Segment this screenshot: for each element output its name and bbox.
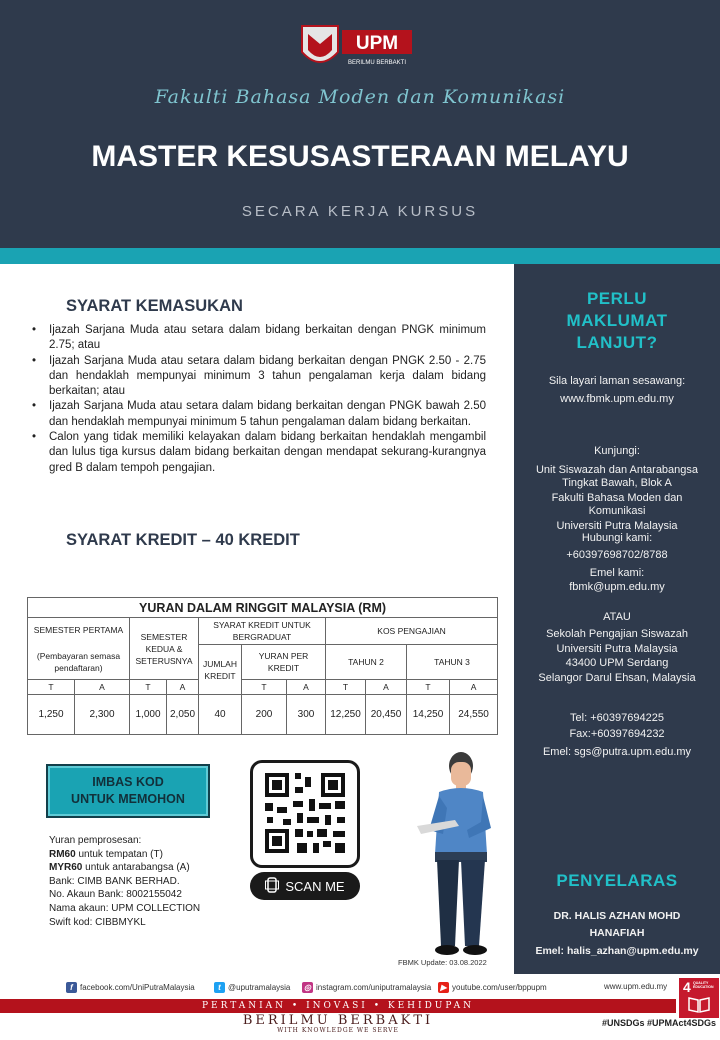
twitter-link[interactable]: t @uputramalaysia xyxy=(214,982,290,993)
list-item: • Ijazah Sarjana Muda atau setara dalam bidang berkaitan dengan PNGK bawah 2.50 dan hendaklah mempunyai minimum 5 tahun pengalaman dalam bidang berkaitan. xyxy=(32,400,486,428)
hashtags: #UNSDGs #UPMAct4SDGs xyxy=(601,1018,716,1028)
column-label: T xyxy=(326,680,366,695)
sgs-tel: Tel: +60397694225 xyxy=(570,712,664,724)
column-label: T xyxy=(407,680,450,695)
accent-band xyxy=(0,248,720,264)
youtube-icon: ▶ xyxy=(438,982,449,993)
column-label: T xyxy=(130,680,167,695)
fee-table xyxy=(27,597,498,735)
column-label: T xyxy=(242,680,287,695)
contact-sidebar xyxy=(514,264,720,974)
instagram-icon: ◎ xyxy=(302,982,313,993)
admission-list xyxy=(30,323,486,476)
column-label: A xyxy=(287,680,326,695)
bullet-icon: • xyxy=(32,354,37,367)
update-note: FBMK Update: 03.08.2022 xyxy=(398,958,487,967)
coordinator-email[interactable]: Emel: halis_azhan@upm.edu.my xyxy=(535,945,699,957)
page-title: MASTER KESUSASTERAAN MELAYU xyxy=(91,140,629,173)
facebook-link[interactable]: f facebook.com/UniPutraMalaysia xyxy=(66,982,195,993)
scan-me-button[interactable]: SCAN ME xyxy=(250,872,360,900)
table-cell: 14,250 xyxy=(407,695,450,735)
table-cell: 40 xyxy=(199,695,242,735)
list-item: • Ijazah Sarjana Muda atau setara dalam bidang berkaitan dengan PNGK 2.50 - 2.75 dan hendaklah mempunyai minimum 3 tahun pengalaman kerja dalam bidang berkaitan; atau xyxy=(32,354,486,398)
sgs-fax: Fax:+60397694232 xyxy=(569,728,665,740)
coordinator-heading: PENYELARAS xyxy=(556,871,678,890)
svg-text:BERILMU BERBAKTI: BERILMU BERBAKTI xyxy=(347,60,407,66)
credit-title: SYARAT KREDIT – 40 KREDIT xyxy=(66,531,300,549)
tagline-bar: PERTANIAN • INOVASI • KEHIDUPAN xyxy=(0,999,676,1013)
sgs-email[interactable]: Emel: sgs@putra.upm.edu.my xyxy=(542,746,692,758)
header-credit-req: SYARAT KREDIT UNTUK BERGRADUAT xyxy=(199,618,326,645)
table-cell: 1,250 xyxy=(28,695,75,735)
website-footer-link[interactable]: www.upm.edu.my xyxy=(604,982,668,991)
table-cell: 20,450 xyxy=(366,695,407,735)
scan-to-apply-button[interactable]: IMBAS KOD UNTUK MEMOHON xyxy=(46,764,210,818)
header-year-2: TAHUN 2 xyxy=(326,645,407,680)
phone-icon xyxy=(265,877,279,896)
table-cell: 12,250 xyxy=(326,695,366,735)
admission-title: SYARAT KEMASUKAN xyxy=(66,297,243,315)
column-label: A xyxy=(366,680,407,695)
youtube-link[interactable]: ▶ youtube.com/user/bppupm xyxy=(438,982,547,993)
instagram-link[interactable]: ◎ instagram.com/uniputramalaysia xyxy=(304,983,432,992)
faculty-address: Unit Siswazah dan Antarabangsa Tingkat Bawah, Blok A Fakulti Bahasa Moden dan Komunikasi Universiti Putra Malaysia xyxy=(535,464,699,532)
qr-code[interactable] xyxy=(250,760,360,868)
header-semester-1: SEMESTER PERTAMA (Pembayaran semasa pendaftaran) xyxy=(28,618,130,680)
list-item: • Ijazah Sarjana Muda atau setara dalam bidang berkaitan dengan PNGK minimum 2.75; atau xyxy=(32,324,486,352)
table-caption: YURAN DALAM RINGGIT MALAYSIA (RM) xyxy=(28,598,498,618)
book-icon xyxy=(687,996,711,1014)
column-label: A xyxy=(75,680,130,695)
coordinator-name: DR. HALIS AZHAN MOHD HANAFIAH xyxy=(553,910,681,939)
twitter-icon: t xyxy=(214,982,225,993)
sgs-address: Sekolah Pengajian Siswazah Universiti Putra Malaysia 43400 UPM Serdang Selangor Darul Ehsan, Malaysia xyxy=(538,628,696,684)
header-fee-per-credit: YURAN PER KREDIT xyxy=(242,645,326,680)
bullet-icon: • xyxy=(32,324,37,336)
contact-label: Hubungi kami: xyxy=(581,532,653,544)
sidebar-heading: PERLU MAKLUMAT LANJUT? xyxy=(566,289,668,352)
table-row xyxy=(28,695,498,735)
person-illustration xyxy=(395,750,511,958)
faculty-email[interactable]: fbmk@upm.edu.my xyxy=(569,581,665,593)
faculty-name: Fakulti Bahasa Moden dan Komunikasi xyxy=(154,86,566,108)
table-cell: 2,050 xyxy=(167,695,199,735)
header-semester-2: SEMESTER KEDUA & SETERUSNYA xyxy=(130,618,199,680)
motto-subtitle: WITH KNOWLEDGE WE SERVE xyxy=(277,1027,399,1034)
header-study-cost: KOS PENGAJIAN xyxy=(326,618,498,645)
header-year-3: TAHUN 3 xyxy=(407,645,498,680)
header-total-credit: JUMLAH KREDIT xyxy=(199,645,242,695)
phone-number: +60397698702/8788 xyxy=(566,549,668,561)
bullet-icon: • xyxy=(32,400,37,413)
table-cell: 24,550 xyxy=(450,695,498,735)
column-label: T xyxy=(28,680,75,695)
table-cell: 1,000 xyxy=(130,695,167,735)
upm-logo xyxy=(298,22,416,74)
page-subtitle: SECARA KERJA KURSUS xyxy=(241,203,479,220)
svg-text:UPM: UPM xyxy=(355,33,399,54)
or-label: ATAU xyxy=(603,611,631,623)
processing-fee-info: Yuran pemprosesan: RM60 untuk tempatan (T) MYR60 untuk antarabangsa (A) Bank: CIMB BANK BERHAD. No. Akaun Bank: 8002155042 Nama akaun: UPM COLLECTION Swift kod: CIBBMYKL xyxy=(49,835,201,928)
website-link[interactable]: www.fbmk.upm.edu.my xyxy=(560,393,674,405)
column-label: A xyxy=(167,680,199,695)
list-item: • Calon yang tidak memiliki kelayakan dalam bidang berkaitan hendaklah mengambil dan lulus tiga kursus dalam bidang berkaitan dengan mendapat sekurang-kurangnya gred B dalam tempoh pengajian. xyxy=(32,431,486,474)
motto: BERILMU BERBAKTI xyxy=(242,1013,434,1028)
table-cell: 200 xyxy=(242,695,287,735)
email-label: Emel kami: xyxy=(589,567,645,579)
facebook-icon: f xyxy=(66,982,77,993)
social-links xyxy=(66,982,676,996)
visit-text: Sila layari laman sesawang: xyxy=(548,375,686,387)
sdg-badge: 4 QUALITY EDUCATION xyxy=(679,978,719,1018)
column-label: A xyxy=(450,680,498,695)
bullet-icon: • xyxy=(32,431,37,444)
table-cell: 2,300 xyxy=(75,695,130,735)
visit-label: Kunjungi: xyxy=(594,445,640,457)
table-cell: 300 xyxy=(287,695,326,735)
